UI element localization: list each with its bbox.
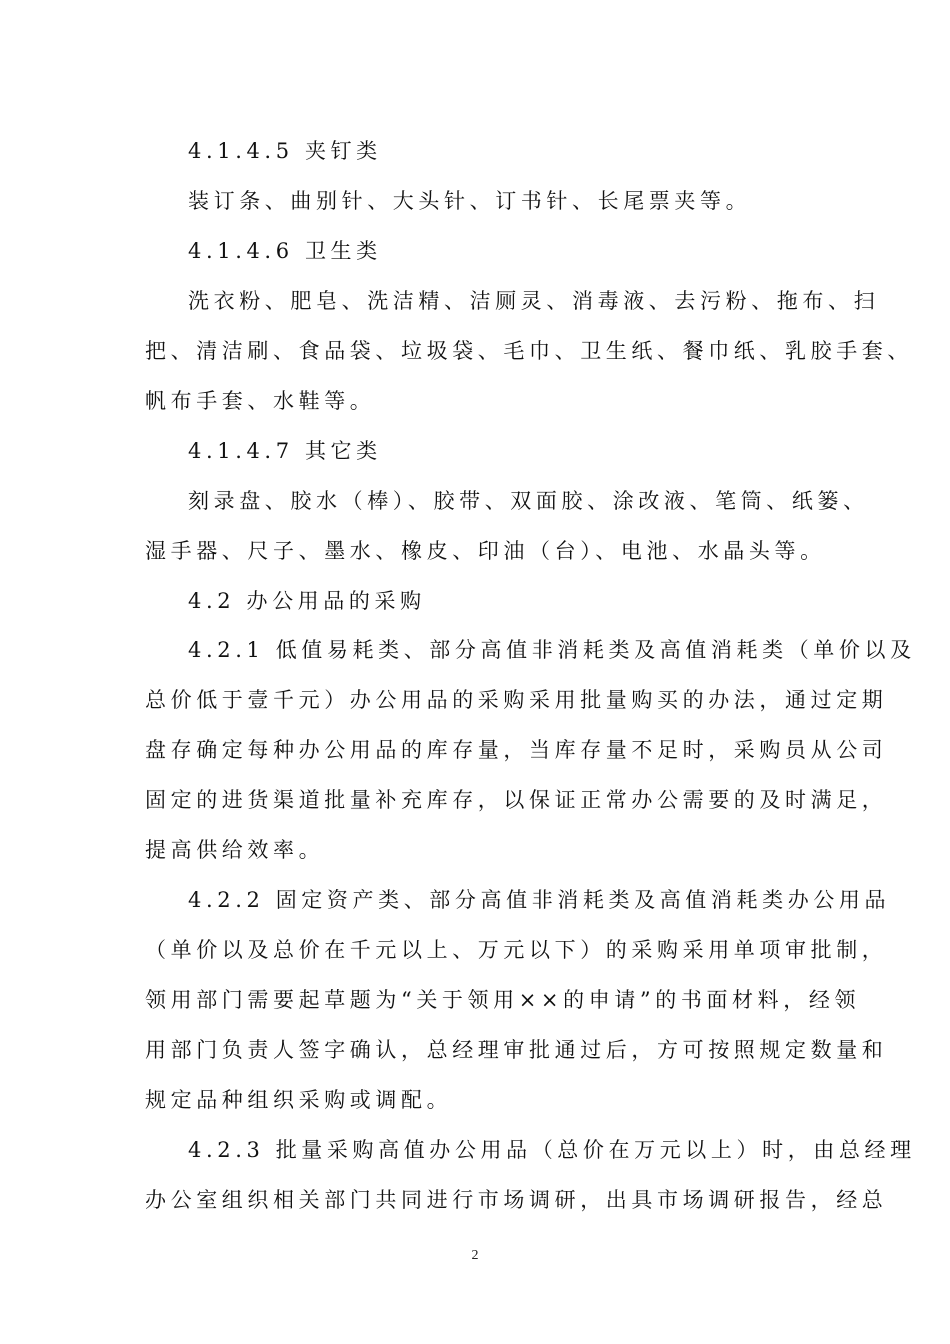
section-heading-4-1-4-7: 4.1.4.7 其它类	[188, 439, 382, 463]
paragraph-line: 刻录盘、胶水（棒）、胶带、双面胶、涂改液、笔筒、纸篓、	[188, 489, 869, 513]
paragraph-line: 总价低于壹千元）办公用品的采购采用批量购买的办法，通过定期	[145, 688, 888, 712]
paragraph-line: 盘存确定每种办公用品的库存量，当库存量不足时，采购员从公司	[145, 738, 888, 762]
paragraph-line: 装订条、曲别针、大头针、订书针、长尾票夹等。	[188, 189, 752, 213]
paragraph-line: 把、清洁刷、食品袋、垃圾袋、毛巾、卫生纸、餐巾纸、乳胶手套、	[145, 339, 913, 363]
paragraph-line: 办公室组织相关部门共同进行市场调研，出具市场调研报告，经总	[145, 1188, 888, 1212]
paragraph-line: 4.2.3 批量采购高值办公用品（总价在万元以上）时，由总经理	[188, 1138, 916, 1162]
paragraph-line: 湿手器、尺子、墨水、橡皮、印油（台）、电池、水晶头等。	[145, 539, 826, 563]
section-heading-4-2: 4.2 办公用品的采购	[188, 589, 426, 613]
paragraph-line: 洗衣粉、肥皂、洗洁精、洁厕灵、消毒液、去污粉、拖布、扫	[188, 289, 880, 313]
section-heading-4-1-4-6: 4.1.4.6 卫生类	[188, 239, 382, 263]
paragraph-line: 提高供给效率。	[145, 838, 325, 862]
page-number: 2	[471, 1248, 479, 1263]
section-heading-4-1-4-5: 4.1.4.5 夹钉类	[188, 139, 382, 163]
paragraph-line: 规定品种组织采购或调配。	[145, 1088, 453, 1112]
paragraph-line: 4.2.2 固定资产类、部分高值非消耗类及高值消耗类办公用品	[188, 888, 891, 912]
paragraph-line: （单价以及总价在千元以上、万元以下）的采购采用单项审批制，	[145, 938, 888, 962]
paragraph-line: 固定的进货渠道批量补充库存，以保证正常办公需要的及时满足，	[145, 788, 888, 812]
paragraph-line: 4.2.1 低值易耗类、部分高值非消耗类及高值消耗类（单价以及	[188, 638, 916, 662]
paragraph-line: 帆布手套、水鞋等。	[145, 389, 376, 413]
paragraph-line: 用部门负责人签字确认，总经理审批通过后，方可按照规定数量和	[145, 1038, 888, 1062]
paragraph-line: 领用部门需要起草题为“关于领用××的申请”的书面材料，经领	[145, 988, 861, 1012]
